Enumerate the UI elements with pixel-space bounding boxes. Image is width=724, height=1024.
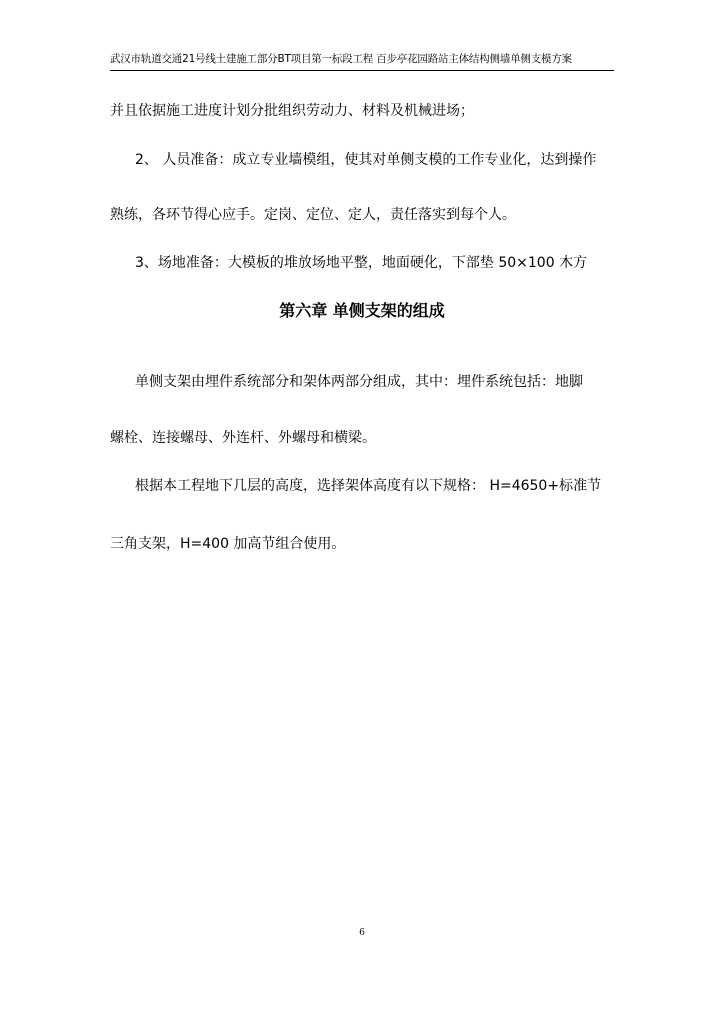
paragraph-line: 根据本工程地下几层的高度，选择架体高度有以下规格： H=4650+标准节 (135, 478, 602, 494)
paragraph-line: 2、 人员准备：成立专业墙模组，使其对单侧支模的工作专业化，达到操作 (135, 152, 597, 168)
paragraph-line: 单侧支架由埋件系统部分和架体两部分组成，其中：埋件系统包括：地脚 (135, 374, 583, 390)
page-number: 6 (359, 928, 365, 938)
paragraph-line: 3、场地准备：大模板的堆放场地平整，地面硬化，下部垫 50×100 木方 (135, 255, 588, 271)
paragraph-line: 并且依据施工进度计划分批组织劳动力、材料及机械进场； (110, 103, 474, 119)
paragraph-line: 熟练，各环节得心应手。定岗、定位、定人，责任落实到每个人。 (110, 207, 516, 223)
chapter-title: 第六章 单侧支架的组成 (279, 301, 445, 320)
paragraph-line: 三角支架，H=400 加高节组合使用。 (110, 536, 346, 552)
page-header: 武汉市轨道交通21号线土建施工部分BT项目第一标段工程 百步亭花园路站主体结构侧墙单侧支模方案 (110, 50, 614, 71)
paragraph-line: 螺栓、连接螺母、外连杆、外螺母和横梁。 (110, 430, 376, 446)
